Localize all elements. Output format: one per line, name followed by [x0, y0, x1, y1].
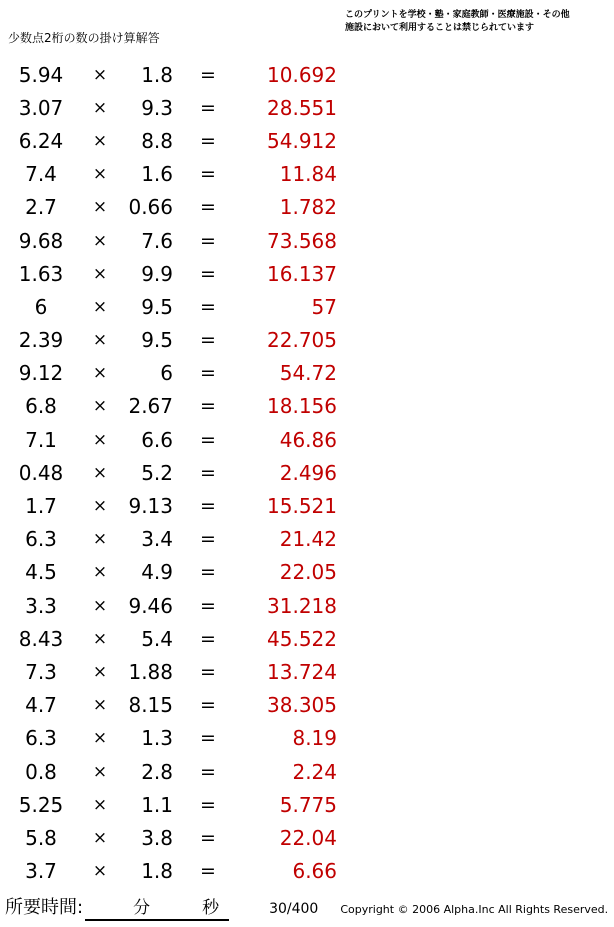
factor-2: 9.9 — [141, 261, 173, 286]
time-required-label: 所要時間: — [5, 897, 84, 918]
copyright-text: Copyright © 2006 Alpha.Inc All Rights Reserved. — [340, 903, 609, 916]
answer-value: 2.24 — [292, 759, 337, 784]
equals-sign: = — [200, 96, 216, 119]
factor-2: 8.8 — [141, 128, 173, 153]
equals-sign: = — [200, 295, 216, 318]
multiply-sign: × — [92, 230, 108, 251]
problem-row — [0, 357, 360, 390]
factor-2: 2.8 — [141, 759, 173, 784]
answer-value: 31.218 — [267, 593, 337, 618]
multiply-sign: × — [92, 595, 108, 616]
equals-sign: = — [200, 63, 216, 86]
multiply-sign: × — [92, 363, 108, 384]
factor-2: 1.88 — [128, 659, 173, 684]
multiply-sign: × — [92, 263, 108, 284]
equals-sign: = — [200, 694, 216, 717]
multiply-sign: × — [92, 496, 108, 517]
equals-sign: = — [200, 329, 216, 352]
answer-value: 22.04 — [279, 825, 337, 850]
equals-sign: = — [200, 428, 216, 451]
answer-value: 2.496 — [279, 460, 337, 485]
answer-value: 5.775 — [279, 792, 337, 817]
factor-1: 9.68 — [18, 228, 64, 253]
factor-1: 8.43 — [18, 626, 64, 651]
equals-sign: = — [200, 129, 216, 152]
disclaimer-line-2: 施設において利用することは禁じられています — [345, 23, 535, 33]
problem-row — [0, 58, 360, 91]
problem-row — [0, 324, 360, 357]
answer-value: 54.72 — [279, 361, 337, 386]
usage-disclaimer — [345, 9, 570, 35]
multiply-sign: × — [92, 130, 108, 151]
problem-row — [0, 855, 360, 888]
equals-sign: = — [200, 395, 216, 418]
multiply-sign: × — [92, 827, 108, 848]
factor-1: 6.8 — [25, 394, 57, 419]
factor-1: 7.1 — [25, 427, 57, 452]
multiply-sign: × — [92, 197, 108, 218]
multiply-sign: × — [92, 429, 108, 450]
factor-1: 9.12 — [18, 361, 64, 386]
factor-2: 5.2 — [141, 460, 173, 485]
factor-1: 4.7 — [25, 693, 57, 718]
factor-1: 3.07 — [18, 95, 64, 120]
factor-2: 0.66 — [128, 195, 173, 220]
problem-list — [0, 58, 360, 888]
problem-row — [0, 755, 360, 788]
factor-2: 1.1 — [141, 792, 173, 817]
factor-1: 7.3 — [25, 659, 57, 684]
multiply-sign: × — [92, 97, 108, 118]
time-fill-in-blank — [85, 893, 229, 921]
multiply-sign: × — [92, 462, 108, 483]
factor-2: 4.9 — [141, 560, 173, 585]
answer-value: 15.521 — [267, 494, 337, 519]
factor-2: 7.6 — [141, 228, 173, 253]
factor-2: 8.15 — [128, 693, 173, 718]
factor-1: 3.3 — [25, 593, 57, 618]
equals-sign: = — [200, 627, 216, 650]
multiply-sign: × — [92, 695, 108, 716]
factor-1: 7.4 — [25, 162, 57, 187]
answer-value: 28.551 — [267, 95, 337, 120]
equals-sign: = — [200, 528, 216, 551]
factor-2: 9.13 — [128, 494, 173, 519]
factor-1: 1.63 — [18, 261, 64, 286]
factor-1: 6.3 — [25, 527, 57, 552]
equals-sign: = — [200, 262, 216, 285]
answer-value: 18.156 — [267, 394, 337, 419]
factor-2: 3.4 — [141, 527, 173, 552]
equals-sign: = — [200, 495, 216, 518]
equals-sign: = — [200, 229, 216, 252]
page-indicator: 30/400 — [269, 901, 319, 917]
answer-value: 1.782 — [279, 195, 337, 220]
equals-sign: = — [200, 826, 216, 849]
problem-row — [0, 91, 360, 124]
multiply-sign: × — [92, 396, 108, 417]
equals-sign: = — [200, 561, 216, 584]
problem-row — [0, 722, 360, 755]
factor-1: 3.7 — [25, 859, 57, 884]
problem-row — [0, 523, 360, 556]
answer-value: 45.522 — [267, 626, 337, 651]
multiply-sign: × — [92, 861, 108, 882]
factor-2: 9.3 — [141, 95, 173, 120]
factor-2: 9.5 — [141, 294, 173, 319]
answer-value: 54.912 — [267, 128, 337, 153]
answer-value: 22.705 — [267, 328, 337, 353]
problem-row — [0, 423, 360, 456]
page-title: 少数点2桁の数の掛け算解答 — [8, 31, 160, 45]
multiply-sign: × — [92, 794, 108, 815]
problem-row — [0, 622, 360, 655]
factor-1: 5.25 — [18, 792, 64, 817]
factor-1: 4.5 — [25, 560, 57, 585]
problem-row — [0, 257, 360, 290]
factor-2: 2.67 — [128, 394, 173, 419]
seconds-unit-label: 秒 — [202, 898, 220, 918]
equals-sign: = — [200, 660, 216, 683]
factor-2: 1.6 — [141, 162, 173, 187]
factor-2: 3.8 — [141, 825, 173, 850]
multiply-sign: × — [92, 661, 108, 682]
answer-value: 10.692 — [267, 62, 337, 87]
answer-value: 21.42 — [279, 527, 337, 552]
answer-value: 16.137 — [267, 261, 337, 286]
equals-sign: = — [200, 793, 216, 816]
factor-2: 1.3 — [141, 726, 173, 751]
problem-row — [0, 224, 360, 257]
factor-1: 6 — [34, 294, 48, 319]
equals-sign: = — [200, 727, 216, 750]
problem-row — [0, 655, 360, 688]
factor-2: 9.5 — [141, 328, 173, 353]
equals-sign: = — [200, 594, 216, 617]
factor-1: 6.3 — [25, 726, 57, 751]
multiply-sign: × — [92, 296, 108, 317]
factor-2: 1.8 — [141, 859, 173, 884]
problem-row — [0, 390, 360, 423]
problem-row — [0, 788, 360, 821]
answer-value: 22.05 — [279, 560, 337, 585]
multiply-sign: × — [92, 761, 108, 782]
factor-2: 6.6 — [141, 427, 173, 452]
problem-row — [0, 489, 360, 522]
problem-row — [0, 290, 360, 323]
multiply-sign: × — [92, 330, 108, 351]
equals-sign: = — [200, 461, 216, 484]
problem-row — [0, 556, 360, 589]
equals-sign: = — [200, 163, 216, 186]
multiply-sign: × — [92, 164, 108, 185]
factor-1: 1.7 — [25, 494, 57, 519]
factor-1: 2.7 — [25, 195, 57, 220]
factor-1: 0.8 — [25, 759, 57, 784]
multiply-sign: × — [92, 562, 108, 583]
answer-value: 6.66 — [292, 859, 337, 884]
factor-2: 6 — [160, 361, 173, 386]
equals-sign: = — [200, 362, 216, 385]
footer — [5, 893, 609, 921]
factor-2: 9.46 — [128, 593, 173, 618]
factor-1: 6.24 — [18, 128, 64, 153]
problem-row — [0, 689, 360, 722]
answer-value: 57 — [311, 294, 337, 319]
answer-value: 38.305 — [267, 693, 337, 718]
equals-sign: = — [200, 760, 216, 783]
factor-1: 5.94 — [18, 62, 64, 87]
multiply-sign: × — [92, 728, 108, 749]
equals-sign: = — [200, 196, 216, 219]
problem-row — [0, 124, 360, 157]
factor-1: 2.39 — [18, 328, 64, 353]
factor-1: 5.8 — [25, 825, 57, 850]
disclaimer-line-1: このプリントを学校・塾・家庭教師・医療施設・その他 — [345, 10, 570, 20]
multiply-sign: × — [92, 529, 108, 550]
multiply-sign: × — [92, 628, 108, 649]
answer-value: 13.724 — [267, 659, 337, 684]
answer-value: 11.84 — [279, 162, 337, 187]
problem-row — [0, 158, 360, 191]
problem-row — [0, 821, 360, 854]
answer-value: 8.19 — [292, 726, 337, 751]
equals-sign: = — [200, 860, 216, 883]
problem-row — [0, 191, 360, 224]
multiply-sign: × — [92, 64, 108, 85]
answer-value: 73.568 — [267, 228, 337, 253]
factor-1: 0.48 — [18, 460, 64, 485]
problem-row — [0, 456, 360, 489]
problem-row — [0, 589, 360, 622]
factor-2: 1.8 — [141, 62, 173, 87]
answer-value: 46.86 — [279, 427, 337, 452]
factor-2: 5.4 — [141, 626, 173, 651]
minutes-unit-label: 分 — [133, 898, 151, 918]
